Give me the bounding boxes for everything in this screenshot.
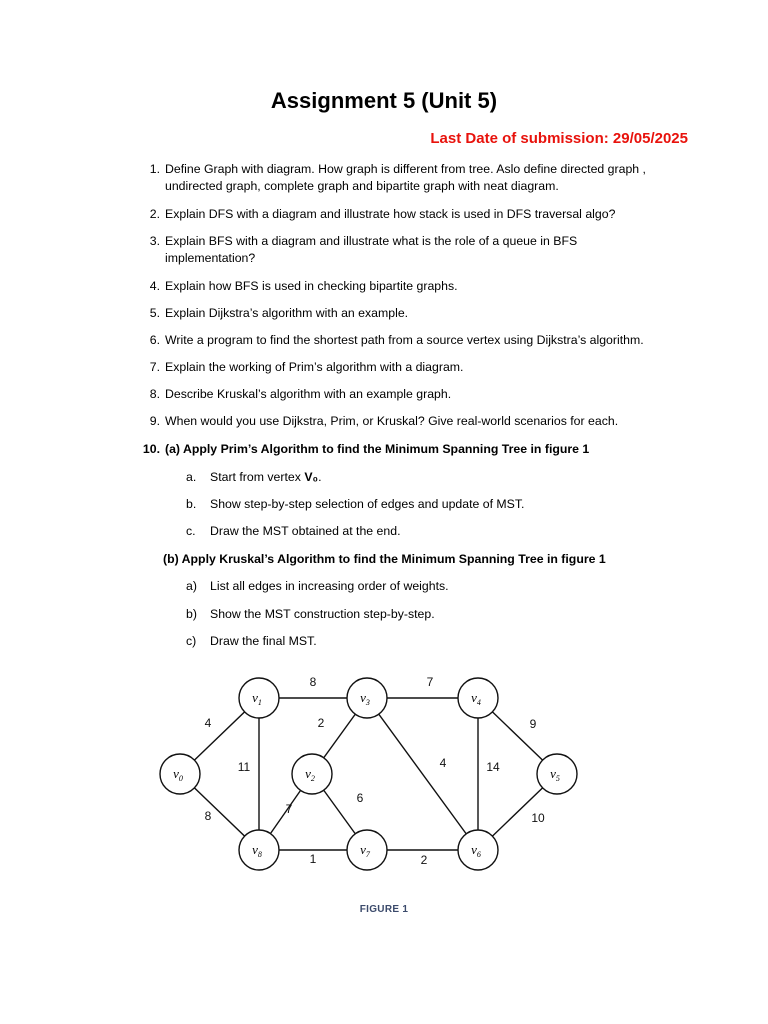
edge-weight-label: 4 [439, 756, 447, 770]
node-label: $v_1$ [252, 690, 262, 707]
question-number: 9. [149, 414, 160, 428]
graph-node-v2 [292, 754, 332, 794]
step-marker: b) [186, 607, 197, 621]
question-number: 6. [149, 333, 160, 347]
node-label: $v_2$ [305, 766, 315, 783]
step-marker: a) [186, 579, 197, 593]
edge-weight-label: 7 [426, 675, 434, 689]
step-text: Draw the final MST. [210, 634, 317, 648]
kruskal-heading: (b) Apply Kruskal’s Algorithm to find the Minimum Spanning Tree in figure 1 [163, 552, 606, 566]
graph-node-v0 [160, 754, 200, 794]
graph-node-v8 [239, 830, 279, 870]
question-number: 5. [149, 306, 160, 320]
edge-weight-label: 11 [237, 760, 251, 774]
question-text: Explain the working of Prim’s algorithm with a diagram. [165, 360, 464, 374]
node-label: $v_5$ [550, 766, 560, 783]
step-text-part: . [318, 470, 322, 484]
node-label: $v_7$ [360, 842, 370, 859]
question-text: When would you use Dijkstra, Prim, or Kruskal? Give real-world scenarios for each. [165, 414, 619, 428]
step-marker: a. [186, 470, 197, 484]
edge-weight-label: 14 [486, 760, 500, 774]
edge-weight-label: 4 [204, 716, 212, 730]
submission-deadline: Last Date of submission: 29/05/2025 [430, 130, 688, 147]
node-label: $v_6$ [471, 842, 481, 859]
graph-node-v3 [347, 678, 387, 718]
edge-weight-label: 1 [309, 852, 317, 866]
edge-weight-label: 2 [317, 716, 325, 730]
question-number: 10. [142, 442, 160, 456]
edge-weight-label: 2 [420, 853, 428, 867]
step-marker: c) [186, 634, 197, 648]
step-text-part: Start from vertex [210, 470, 305, 484]
question-text: Explain Dijkstra’s algorithm with an example. [165, 306, 409, 320]
edge-weight-label: 10 [531, 811, 545, 825]
step-text: Show the MST construction step-by-step. [210, 607, 435, 621]
edge-weight-label: 9 [529, 717, 537, 731]
graph-figure [0, 660, 768, 880]
figure-caption: FIGURE 1 [359, 904, 409, 915]
question-text: Define Graph with diagram. How graph is different from tree. Aslo define directed graph , undirected graph, complete graph and bipartite graph with neat diagram. [165, 162, 646, 193]
page-title: Assignment 5 (Unit 5) [270, 88, 498, 113]
node-label: $v_0$ [173, 766, 183, 783]
step-marker: b. [186, 497, 197, 511]
step-text [210, 469, 321, 486]
node-label: $v_4$ [471, 690, 481, 707]
question-text: Write a program to find the shortest path from a source vertex using Dijkstra’s algorithm. [165, 333, 644, 347]
edge-weight-label: 7 [285, 802, 293, 816]
edge-weight-label: 8 [204, 809, 212, 823]
question-number: 2. [149, 207, 160, 221]
question-text: Describe Kruskal’s algorithm with an example graph. [165, 387, 452, 401]
question-text: Explain how BFS is used in checking bipartite graphs. [165, 279, 458, 293]
question-text: Explain DFS with a diagram and illustrate how stack is used in DFS traversal algo? [165, 207, 616, 221]
question-text: Explain BFS with a diagram and illustrate what is the role of a queue in BFS implementation? [165, 234, 578, 265]
start-vertex: V₀ [304, 470, 319, 484]
node-label: $v_3$ [360, 690, 370, 707]
step-text: Draw the MST obtained at the end. [210, 524, 401, 538]
edge-weight-label: 8 [309, 675, 317, 689]
question-number: 1. [149, 162, 160, 176]
question-number: 7. [149, 360, 160, 374]
graph-node-v6 [458, 830, 498, 870]
graph-node-v5 [537, 754, 577, 794]
step-text: Show step-by-step selection of edges and update of MST. [210, 497, 525, 511]
node-label: $v_8$ [252, 842, 262, 859]
graph-node-v1 [239, 678, 279, 718]
graph-node-v4 [458, 678, 498, 718]
edge-v3-v6 [367, 698, 478, 850]
question-number: 4. [149, 279, 160, 293]
question-number: 3. [149, 234, 160, 248]
edge-weight-label: 6 [356, 791, 364, 805]
question-text: (a) Apply Prim’s Algorithm to find the Minimum Spanning Tree in figure 1 [165, 442, 590, 456]
step-text: List all edges in increasing order of weights. [210, 579, 449, 593]
step-marker: c. [186, 524, 196, 538]
question-number: 8. [149, 387, 160, 401]
graph-node-v7 [347, 830, 387, 870]
